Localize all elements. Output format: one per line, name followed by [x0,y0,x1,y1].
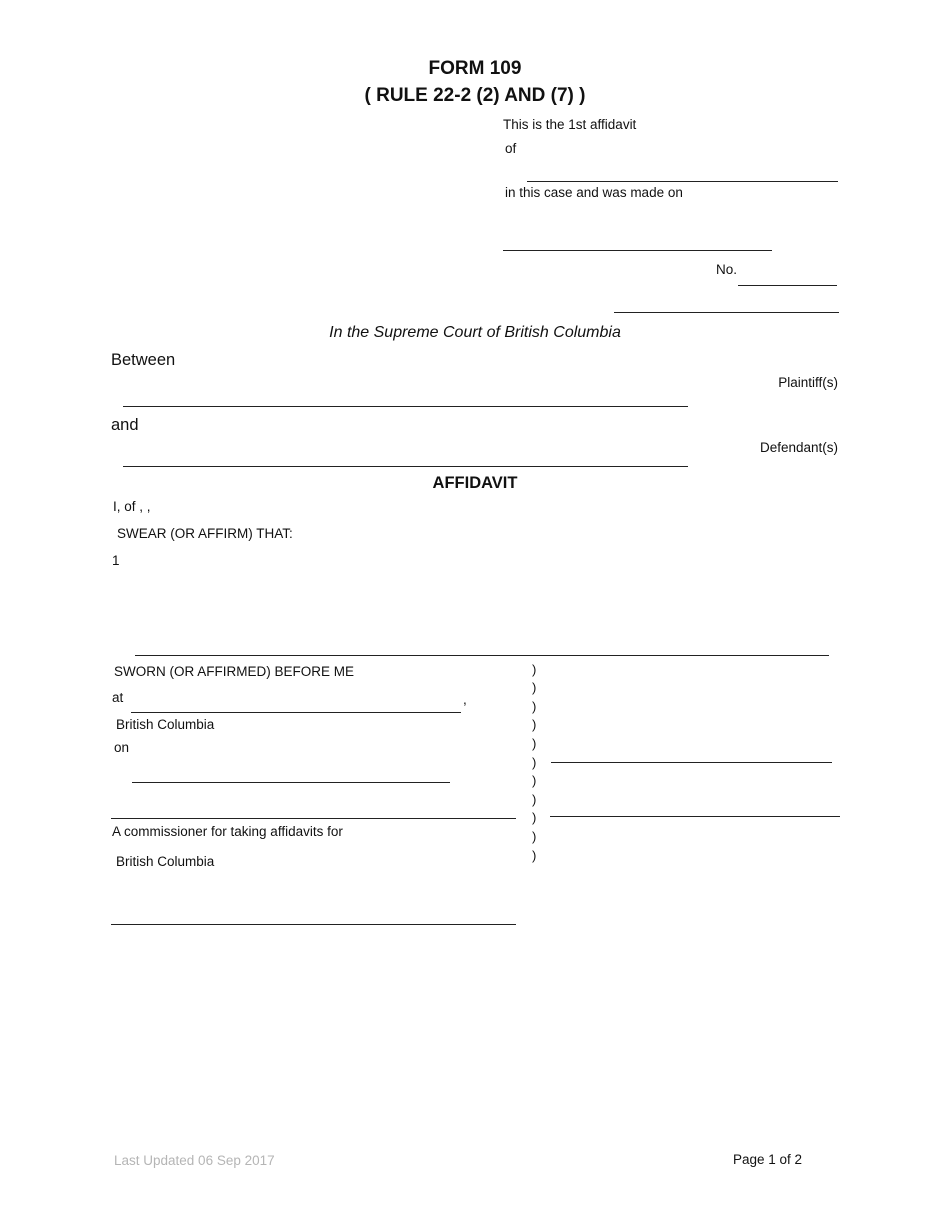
plaintiff-name-field[interactable] [123,406,688,407]
jurat-bracket: ) [532,662,537,677]
form-rule: ( RULE 22-2 (2) AND (7) ) [364,85,586,106]
affidavit-body-field[interactable] [135,655,829,656]
affidavit-heading: AFFIDAVIT [432,474,518,492]
jurat-bracket: ) [532,717,537,732]
deponent-name-field[interactable] [527,181,838,182]
no-label: No. [716,262,738,277]
and-label: and [111,416,139,434]
jurat-bracket: ) [532,810,537,825]
court-name: In the Supreme Court of British Columbia [329,324,621,341]
defendants-label: Defendant(s) [759,440,838,455]
paragraph-number: 1 [112,553,120,568]
jurat-bracket: ) [532,829,537,844]
made-on-label: in this case and was made on [505,185,683,200]
page-indicator: Page 1 of 2 [733,1152,803,1167]
sworn-date-field[interactable] [132,782,450,783]
commissioner-name-field[interactable] [111,924,516,925]
between-label: Between [111,351,176,369]
jurat-bracket: ) [532,736,537,751]
commissioner-label: A commissioner for taking affidavits for [112,824,343,839]
at-label: at [112,690,124,705]
defendant-name-field[interactable] [123,466,688,467]
jurat-bracket: ) [532,773,537,788]
deponent-name-print-field[interactable] [550,816,840,817]
jurat-bracket: ) [532,848,537,863]
last-updated: Last Updated 06 Sep 2017 [114,1153,275,1168]
jurat-bracket: ) [532,699,537,714]
date-made-field[interactable] [503,250,772,251]
location-comma: , [463,692,467,707]
commissioner-province-label: British Columbia [116,854,215,869]
commissioner-signature-field[interactable] [111,818,516,819]
plaintiffs-label: Plaintiff(s) [778,375,838,390]
jurat-bracket: ) [532,792,537,807]
swear-statement: SWEAR (OR AFFIRM) THAT: [117,526,293,541]
sworn-location-field[interactable] [131,712,461,713]
deponent-signature-field[interactable] [551,762,832,763]
on-label: on [114,740,130,755]
jurat-bracket: ) [532,680,537,695]
sworn-before-label: SWORN (OR AFFIRMED) BEFORE ME [114,664,355,679]
jurat-bracket: ) [532,755,537,770]
file-number-field[interactable] [738,285,837,286]
affidavit-ordinal: This is the 1st affidavit [503,117,637,132]
registry-field[interactable] [614,312,839,313]
form-number: FORM 109 [428,58,522,79]
of-label: of [505,141,517,156]
deponent-intro: I, of , , [113,499,151,514]
province-label: British Columbia [116,717,215,732]
